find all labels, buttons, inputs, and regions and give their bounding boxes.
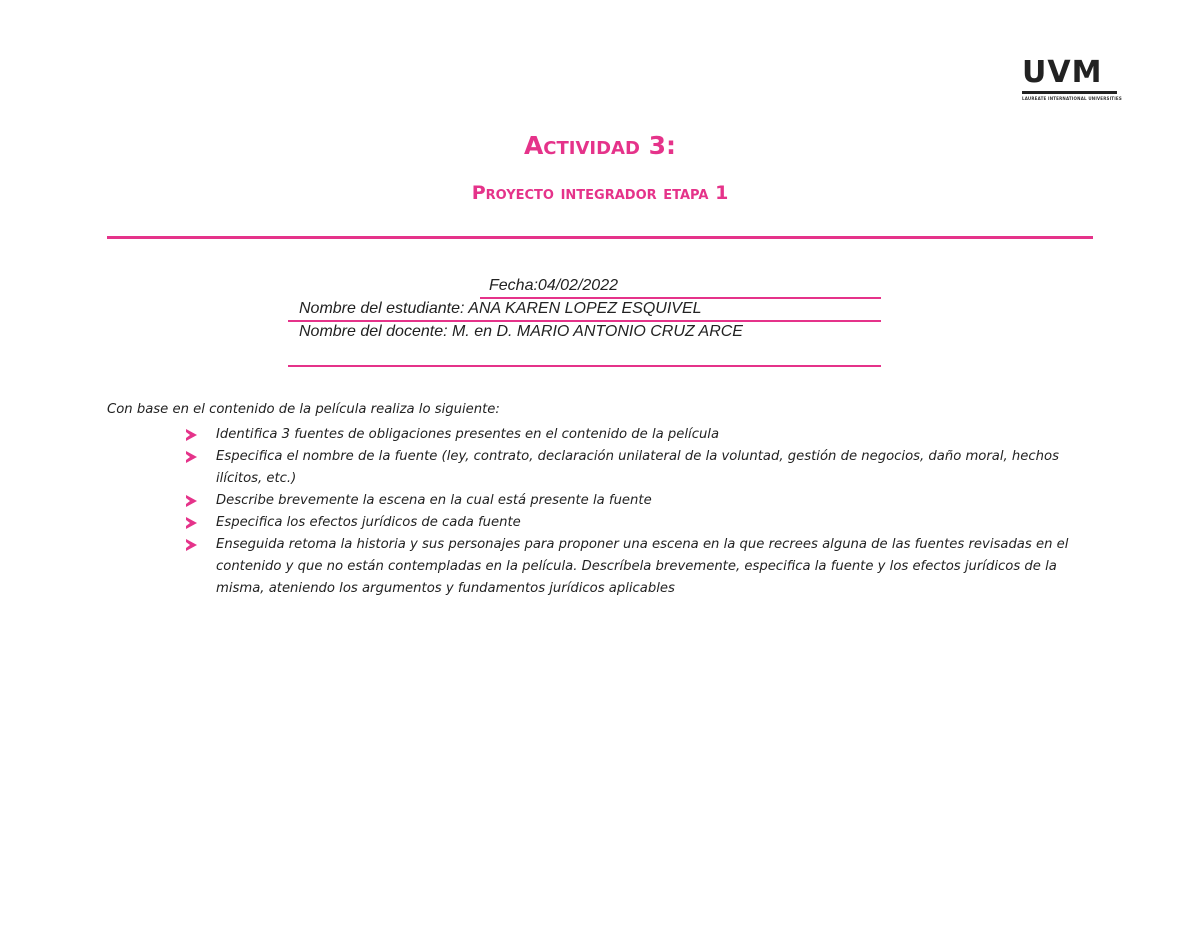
header-divider [107, 236, 1093, 239]
arrowhead-bullet-icon [186, 539, 197, 551]
date-underline [480, 297, 881, 299]
date-field: Fecha:04/02/2022 [489, 277, 618, 294]
list-item-text: Especifica el nombre de la fuente (ley, contrato, declaración unilateral de la voluntad, gestión de negocios, daño moral, hechos ilícitos, etc.) [216, 449, 1059, 486]
list-item-text: Describe brevemente la escena en la cual está presente la fuente [216, 493, 652, 508]
instructions-list [186, 424, 1086, 600]
list-item-text: Especifica los efectos jurídicos de cada fuente [216, 515, 521, 530]
arrowhead-bullet-icon [186, 517, 197, 529]
logo-rule [1022, 91, 1117, 94]
page-title: Actividad 3: [523, 131, 677, 160]
teacher-underline [288, 365, 881, 367]
list-item [186, 446, 1086, 490]
arrowhead-bullet-icon [186, 429, 197, 441]
list-item-text: Identifica 3 fuentes de obligaciones presentes en el contenido de la película [216, 427, 720, 442]
logo-tagline: LAUREATE INTERNATIONAL UNIVERSITIES [1022, 96, 1122, 101]
page-subtitle: Proyecto integrador etapa 1 [471, 182, 729, 204]
student-name-field: Nombre del estudiante: ANA KAREN LOPEZ ESQUIVEL [299, 300, 702, 317]
list-item-text: Enseguida retoma la historia y sus personajes para proponer una escena en la que recrees alguna de las fuentes revisadas en el contenido y que no están contempladas en la película. Descríbela brevemente, especifica la fuente y los efectos jurídicos de la misma, ateniendo los argumentos y fundamentos jurídicos aplicables [216, 537, 1069, 596]
list-item [186, 424, 1086, 446]
uvm-logo [1022, 55, 1122, 101]
logo-text: UVM [1022, 55, 1103, 90]
student-underline [288, 320, 881, 322]
teacher-name-field: Nombre del docente: M. en D. MARIO ANTONIO CRUZ ARCE [299, 323, 743, 340]
list-item [186, 534, 1086, 600]
list-item [186, 512, 1086, 534]
instructions-intro: Con base en el contenido de la película realiza lo siguiente: [107, 402, 500, 417]
arrowhead-bullet-icon [186, 495, 197, 507]
arrowhead-bullet-icon [186, 451, 197, 463]
list-item [186, 490, 1086, 512]
